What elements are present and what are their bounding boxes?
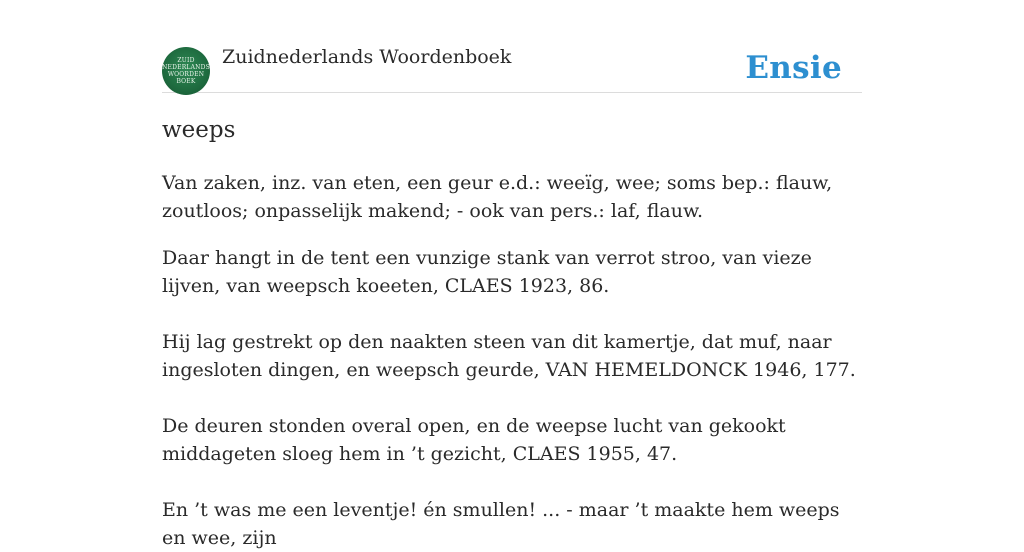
example-quote: En ’t was me een leventje! én smullen! ... - maar ’t maakte hem weeps en wee, zijn <box>162 499 840 549</box>
dictionary-logo[interactable] <box>162 47 210 95</box>
page-container <box>162 0 862 549</box>
dictionary-title-link[interactable]: Zuidnederlands Woordenboek <box>222 46 512 68</box>
example-quote: Hij lag gestrekt op den naakten steen van dit kamertje, dat muf, naar ingesloten dingen, en weepsch geurde, VAN HEMELDONCK 1946, 177. <box>162 331 856 381</box>
logo-line-1: ZUID <box>177 57 195 64</box>
site-header <box>162 0 862 93</box>
example-quote: Daar hangt in de tent een vunzige stank van verrot stroo, van vieze lijven, van weepsch koeeten, CLAES 1923, 86. <box>162 247 812 297</box>
logo-line-4: BOEK <box>176 78 196 85</box>
example-quote: De deuren stonden overal open, en de weepse lucht van gekookt middageten sloeg hem in ’t gezicht, CLAES 1955, 47. <box>162 415 786 465</box>
logo-line-3: WOORDEN <box>167 71 205 78</box>
logo-line-2: NEDERLANDS <box>162 64 210 71</box>
entry-headword: weeps <box>162 117 236 143</box>
ensie-brand-logo[interactable]: Ensie <box>745 50 842 86</box>
entry-definition: Van zaken, inz. van eten, een geur e.d.: weeïg, wee; soms bep.: flauw, zoutloos; onpasselijk makend; - ook van pers.: laf, flauw. <box>162 172 833 222</box>
